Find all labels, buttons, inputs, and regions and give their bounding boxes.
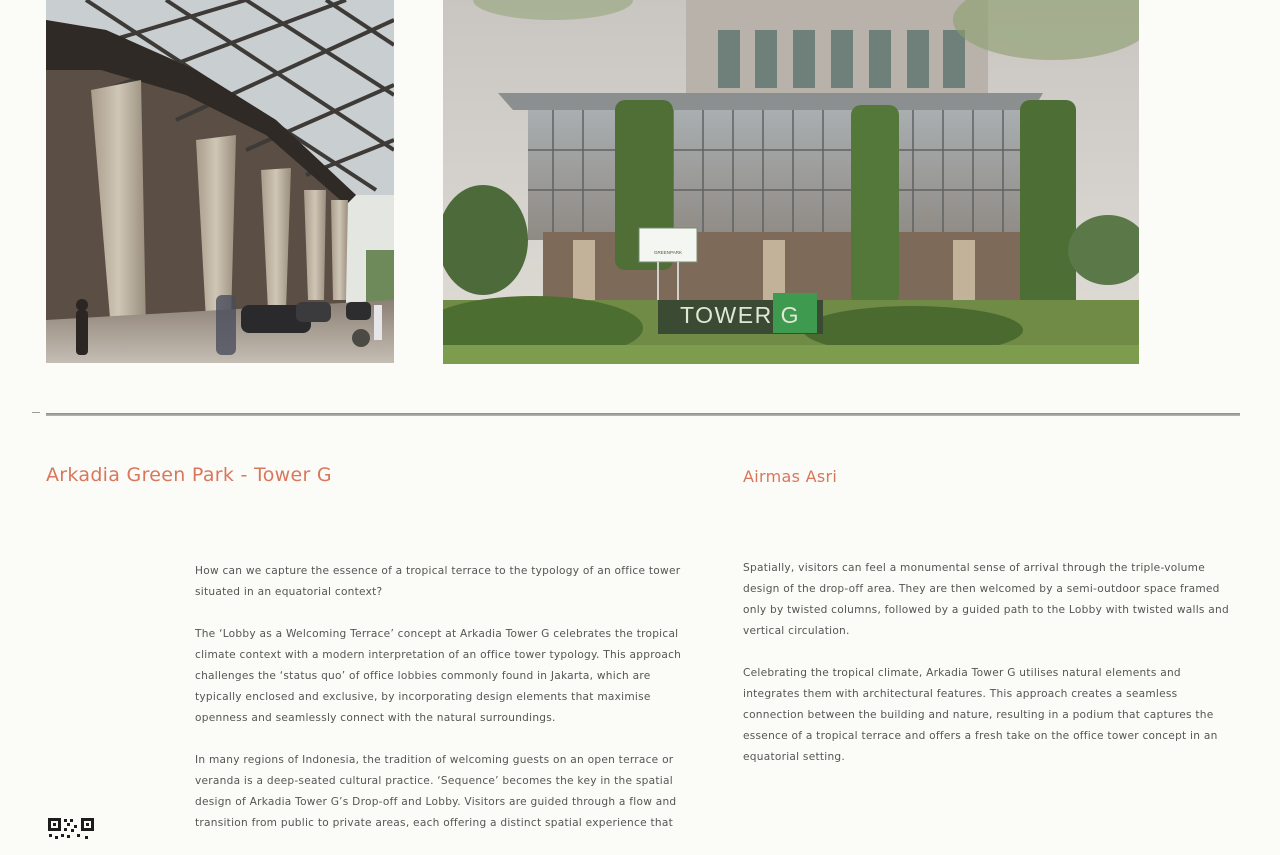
paragraph: The ‘Lobby as a Welcoming Terrace’ concept at Arkadia Tower G celebrates the tropical climate context with a modern interpretation of an office tower typology. This approach challenges the ‘status quo’ of office lobbies commonly found in Jakarta, which are typically enclosed and exclusive, by incorporating design elements that maximise openness and seamlessly connect with the natural surroundings. [195, 628, 682, 724]
body-column-left [195, 561, 695, 855]
rule-tick [32, 412, 40, 413]
paragraph: How can we capture the essence of a tropical terrace to the typology of an office tower situated in an equatorial context? [195, 565, 681, 598]
paragraph: In many regions of Indonesia, the tradition of welcoming guests on an open terrace or veranda is a deep-seated cultural practice. ‘Sequence’ becomes the key in the spatial design of Arkadia Tower G’s Drop-off and Lobby. Visitors are guided through a flow and transition from public to private areas, each offering a distinct spatial experience that [195, 754, 677, 829]
sign-board-text: GREENPARK [654, 250, 682, 255]
paragraph: Spatially, visitors can feel a monumental sense of arrival through the triple-volume design of the drop-off area. They are then welcomed by a semi-outdoor space framed only by twisted columns, followed by a guided path to the Lobby with twisted walls and vertical circulation. [743, 562, 1229, 637]
project-title: Arkadia Green Park - Tower G [46, 464, 332, 486]
tower-g-signage: TOWER G [680, 302, 800, 328]
architect-name: Airmas Asri [743, 467, 838, 486]
paragraph: Celebrating the tropical climate, Arkadia Tower G utilises natural elements and integrates them with architectural features. This approach creates a seamless connection between the building and nature, resulting in a podium that captures the essence of a tropical terrace and offers a fresh take on the office tower concept in an equatorial setting. [743, 667, 1218, 763]
body-column-right [743, 558, 1239, 789]
qr-code-icon[interactable] [47, 817, 95, 840]
lobby-drop-off-photo [46, 0, 394, 363]
tower-g-exterior-photo [443, 0, 1139, 364]
section-divider [46, 413, 1240, 416]
